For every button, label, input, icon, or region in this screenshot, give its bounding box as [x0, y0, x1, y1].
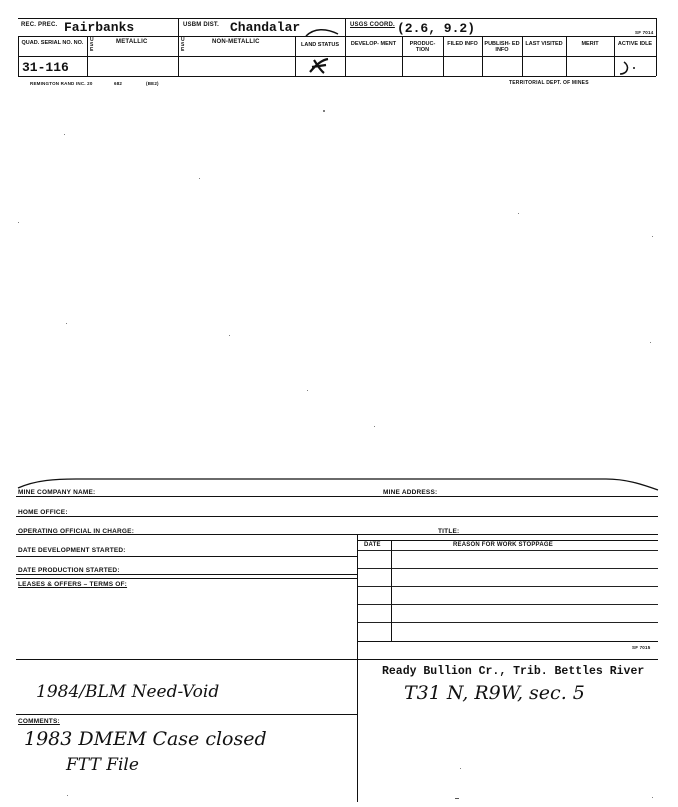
- printer-credit: REMINGTON RAND INC. 20: [30, 81, 93, 86]
- home-office-label: HOME OFFICE:: [18, 509, 68, 516]
- location-handwritten: T31 N, R9W, sec. 5: [404, 682, 585, 704]
- usbm-dist-value: Chandalar: [230, 20, 301, 35]
- production-label: PRODUC- TION: [409, 41, 436, 53]
- last-visited-label: LAST VISITED: [525, 41, 563, 47]
- filed-info-label: FILED INFO: [447, 41, 478, 47]
- form-number: 682: [114, 81, 123, 86]
- form-top-border: [16, 474, 661, 494]
- title-label: TITLE:: [438, 528, 460, 535]
- merit-label: MERIT: [581, 41, 599, 47]
- quad-serial-value: 31-116: [22, 60, 69, 75]
- usgs-coord-value: (2.6, 9.2): [397, 21, 476, 36]
- published-info-label: PUBLISH- ED INFO: [484, 41, 520, 53]
- location-typed: Ready Bullion Cr., Trib. Bettles River: [382, 665, 645, 678]
- non-metallic-label: NON-METALLIC: [212, 39, 260, 45]
- form-code-mid: SF 7015: [632, 645, 651, 650]
- land-status-label: LAND STATUS: [301, 42, 339, 48]
- use-letters-nonmetallic: U S E: [181, 37, 185, 53]
- ftt-file-handwritten: FTT File: [66, 755, 139, 775]
- dmem-note-handwritten: 1983 DMEM Case closed: [24, 728, 267, 750]
- blm-note-handwritten: 1984/BLM Need-Void: [36, 682, 220, 702]
- metallic-label: METALLIC: [116, 39, 148, 45]
- mine-address-label: MINE ADDRESS:: [383, 489, 438, 496]
- date-production-label: DATE PRODUCTION STARTED:: [18, 567, 120, 574]
- land-status-mark: [306, 56, 334, 76]
- mine-company-label: MINE COMPANY NAME:: [18, 489, 96, 496]
- leases-offers-label: LEASES & OFFERS – TERMS OF:: [18, 581, 128, 588]
- work-stoppage-column-header: REASON FOR WORK STOPPAGE: [453, 542, 553, 548]
- development-label: DEVELOP- MENT: [350, 41, 397, 47]
- quad-serial-label: QUAD. SERIAL NO. NO.: [21, 40, 84, 46]
- form-edition: (BE2): [146, 81, 159, 86]
- usgs-coord-label: USGS COORD.: [350, 22, 395, 28]
- ink-mark-top: [304, 26, 344, 40]
- date-development-label: DATE DEVELOPMENT STARTED:: [18, 547, 126, 554]
- rec-prec-label: REC. PREC.: [21, 22, 58, 28]
- active-idle-label: ACTIVE IDLE: [617, 41, 653, 47]
- form-code-top: SF 7014: [635, 30, 654, 35]
- territorial-dept-credit: TERRITORIAL DEPT. OF MINES: [509, 80, 589, 86]
- usbm-dist-label: USBM DIST.: [183, 22, 220, 28]
- use-letters-metallic: U S E: [90, 37, 94, 53]
- rec-prec-value: Fairbanks: [64, 20, 135, 35]
- comments-label: COMMENTS:: [18, 718, 60, 725]
- active-idle-mark: [612, 58, 642, 78]
- operating-official-label: OPERATING OFFICIAL IN CHARGE:: [18, 528, 135, 535]
- date-column-header: DATE: [364, 542, 381, 548]
